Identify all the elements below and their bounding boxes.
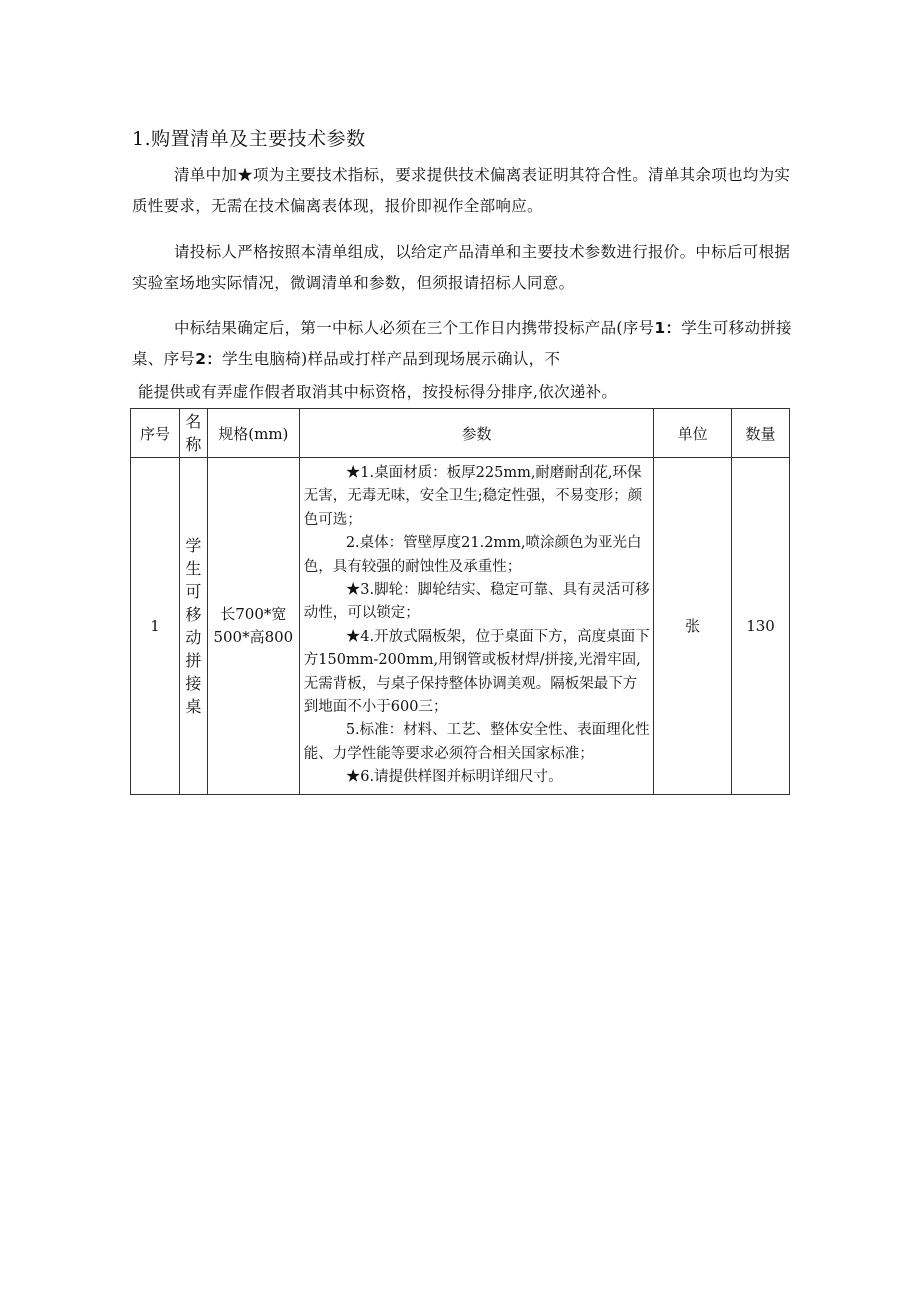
header-seq: 序号 [131,409,180,458]
name-char: 可 [185,581,202,601]
name-char: 生 [185,558,202,578]
param-item-3: ★3.脚轮：脚轮结实、稳定可靠、具有灵活可移动性，可以锁定； [303,582,650,622]
cell-name [179,458,207,795]
name-char: 移 [185,604,202,624]
name-char: 拼 [185,650,202,670]
param-item-4: ★4.开放式隔板架，位于桌面下方，高度桌面下方150mm-200mm,用钢管或板材焊/拼接,光滑牢固,无需背板，与桌子保持整体协调美观。隔板架最下方到地面不小于600三； [303,628,650,716]
cell-params [299,458,653,795]
spec-line1: 长700*宽 [220,604,287,623]
header-qty: 数量 [732,409,790,458]
param-item-5: 5.标准：材料、工艺、整体安全性、表面理化性能、力学性能等要求必须符合相关国家标准； [303,722,650,762]
param-item-6: ★6.请提供样图并标明详细尺寸。 [345,769,563,786]
table-row [131,458,790,795]
paragraph-star-items: 清单中加★项为主要技术指标，要求提供技术偏离表证明其符合性。清单其余项也均为实质性要求，无需在技术偏离表体现，报价即视作全部响应。 [132,166,791,215]
spec-table [130,408,790,795]
para3-text-c: 学生电脑椅)样品或打样产品到现场展示确认，不 [222,350,561,368]
cell-unit: 张 [654,458,732,795]
spec-line2: 500*高800 [213,627,294,646]
para3-text-a: 中标结果确定后，第一中标人必须在三个工作日内携带投标产品(序号 [174,319,655,337]
cell-spec [207,458,299,795]
para3-number-2: 2： [195,350,223,368]
table-header-row [131,409,790,458]
paragraph-pricing: 请投标人严格按照本清单组成，以给定产品清单和主要技术参数进行报价。中标后可根据实验室场地实际情况，微调清单和参数，但须报请招标人同意。 [132,243,791,292]
param-item-1: ★1.桌面材质：板厚225mm,耐磨耐刮花,环保无害，无毒无味，安全卫生;稳定性强，不易变形；颜色可选； [303,465,643,528]
name-char: 桌 [185,696,202,716]
cell-seq: 1 [131,458,180,795]
header-spec: 规格(mm) [207,409,299,458]
header-name-line1: 名 [185,412,202,431]
paragraph-sample-confirmation [132,313,792,375]
name-char: 接 [185,673,202,693]
header-params: 参数 [299,409,653,458]
name-char: 动 [185,627,202,647]
paragraph-disqualification: 能提供或有弄虚作假者取消其中标资格，按投标得分排序,依次递补。 [138,383,618,401]
param-item-2: 2.桌体：管壁厚度21.2mm,喷涂颜色为亚光白色，具有较强的耐蚀性及承重性； [303,535,642,575]
name-char: 学 [185,535,202,555]
header-unit: 单位 [654,409,732,458]
cell-qty: 130 [732,458,790,795]
section-heading: 1.购置清单及主要技术参数 [132,128,366,150]
para3-text-b: 学生可移动拼接桌、序号 [132,319,792,368]
header-name-line2: 称 [185,435,202,454]
header-name [179,409,207,458]
para3-number-1: 1： [654,319,682,337]
